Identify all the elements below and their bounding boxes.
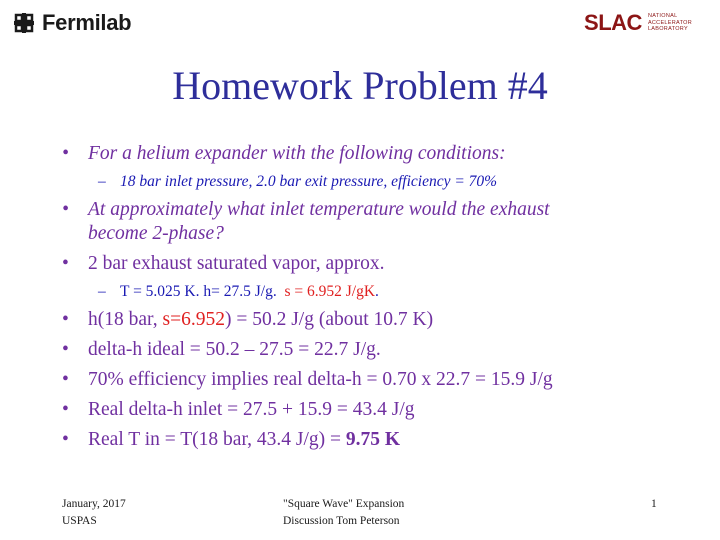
bullet-helium-expander: • For a helium expander with the following conditions:	[62, 143, 506, 164]
fermilab-logo	[12, 10, 131, 36]
dash-icon: –	[98, 283, 106, 300]
bullet-icon: •	[62, 339, 69, 360]
slac-logo	[584, 10, 692, 36]
answer-value: 9.75 K	[345, 429, 401, 450]
fermilab-logo-text: Fermilab	[42, 10, 132, 35]
bullet-delta-h-ideal: • delta-h ideal = 50.2 – 27.5 = 22.7 J/g.	[62, 339, 381, 360]
page-number: 1	[651, 498, 657, 510]
slac-logo-subtitle: NATIONAL ACCELERATOR LABORATORY	[647, 13, 692, 33]
bullet-icon: •	[62, 309, 69, 330]
bullet-exhaust-state: • 2 bar exhaust saturated vapor, approx.	[62, 253, 385, 274]
slide-body	[62, 142, 692, 458]
fermilab-mark-icon	[12, 11, 36, 35]
bullet-efficiency: • 70% efficiency implies real delta-h = 0.70 x 22.7 = 15.9 J/g	[62, 369, 553, 390]
bullet-icon: •	[62, 399, 69, 420]
dash-icon: –	[98, 173, 106, 190]
bullet-icon: •	[62, 143, 69, 164]
bullet-question: • At approximately what inlet temperature would the exhaust become 2-phase?	[62, 199, 550, 244]
slide-title: Homework Problem #4	[172, 63, 548, 108]
sub-bullet-exhaust-properties: – T = 5.025 K. h= 27.5 J/g. s = 6.952 J/gK.	[98, 283, 379, 300]
bullet-inlet-enthalpy: • h(18 bar, s=6.952) = 50.2 J/g (about 10.7 K)	[62, 309, 434, 330]
bullet-icon: •	[62, 199, 69, 220]
entropy-highlight: s=6.952	[162, 309, 225, 330]
bullet-real-t-in: • Real T in = T(18 bar, 43.4 J/g) = 9.75 K	[62, 429, 401, 450]
entropy-value: s = 6.952 J/gK	[284, 283, 376, 300]
bullet-icon: •	[62, 253, 69, 274]
bullet-real-delta-h: • Real delta-h inlet = 27.5 + 15.9 = 43.4 J/g	[62, 399, 415, 420]
bullet-icon: •	[62, 429, 69, 450]
bullet-icon: •	[62, 369, 69, 390]
slac-logo-text: SLAC	[584, 10, 642, 35]
sub-bullet-conditions: – 18 bar inlet pressure, 2.0 bar exit pressure, efficiency = 70%	[98, 173, 498, 190]
footer-course-title: "Square Wave" Expansion Discussion Tom Peterson	[283, 498, 405, 527]
footer-date: January, 2017 USPAS	[62, 498, 126, 527]
